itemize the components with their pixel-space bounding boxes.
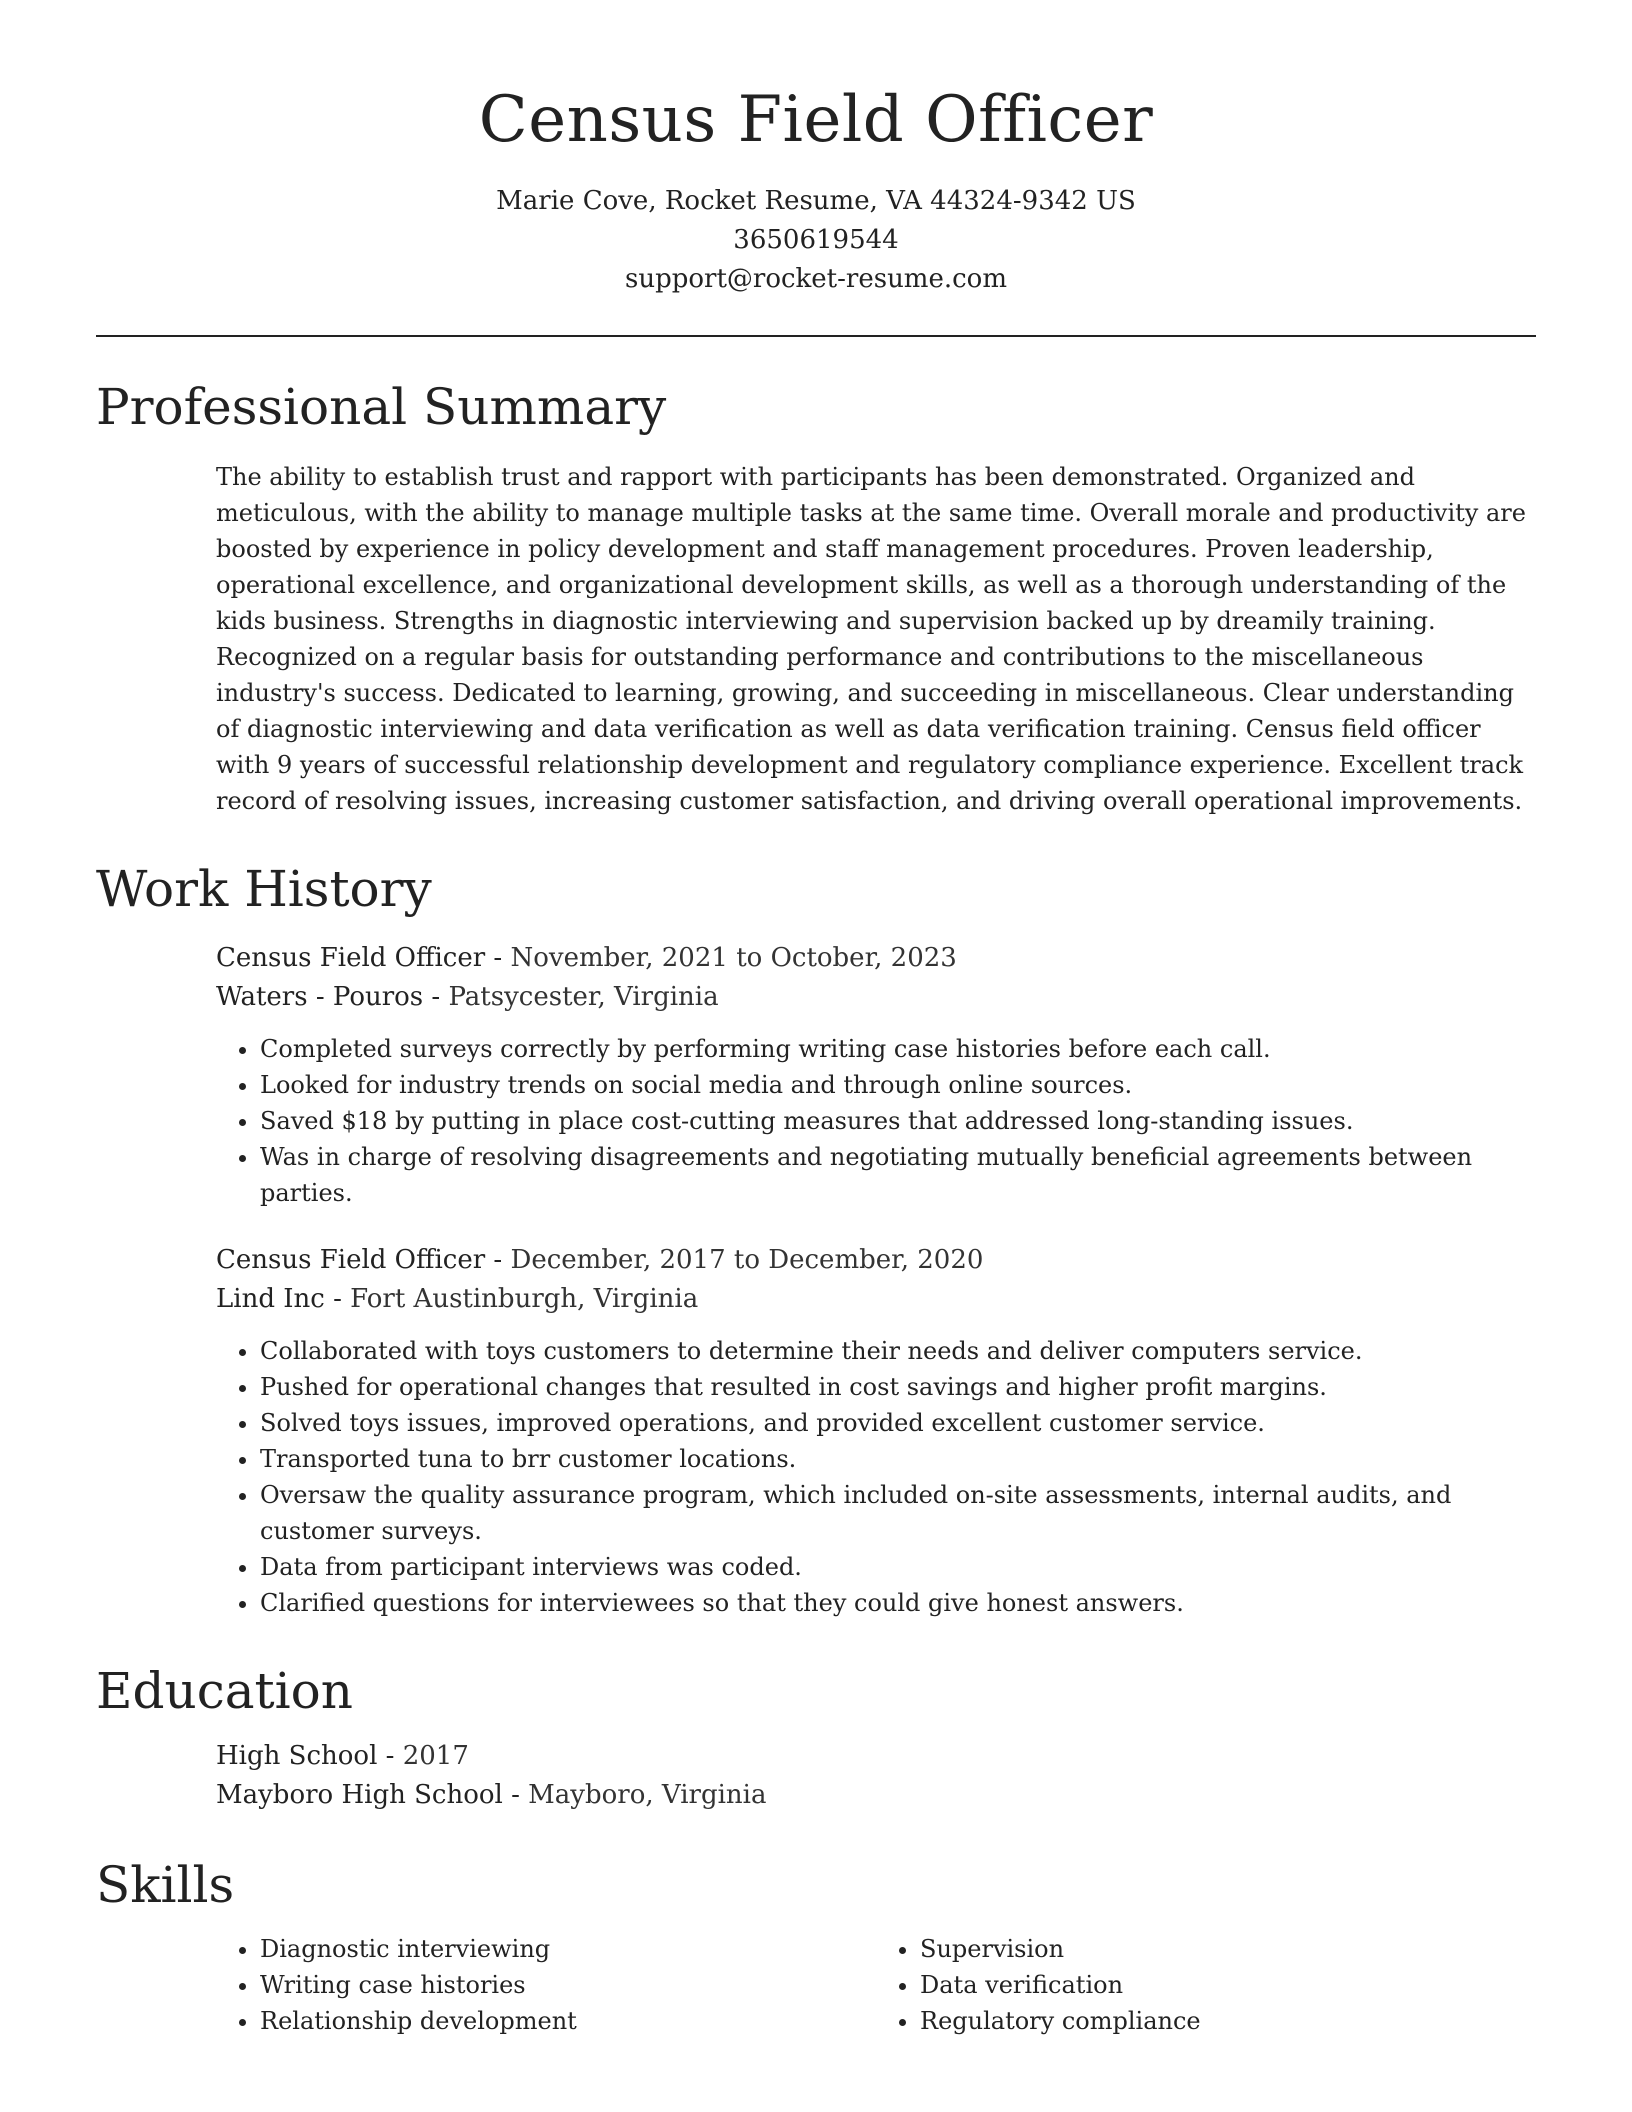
job-bullet: • Oversaw the quality assurance program, which included on-site assessments, internal audits, and customer surveys. <box>260 1477 1536 1549</box>
skill-item: • Relationship development <box>260 2003 876 2039</box>
job-entry <box>216 1241 1536 1621</box>
job-bullet: • Transported tuna to brr customer locations. <box>260 1441 1536 1477</box>
work-history-list <box>216 939 1536 1621</box>
resume-header <box>96 0 1536 299</box>
separator: - <box>485 942 511 973</box>
contact-address: Marie Cove, Rocket Resume, VA 44324-9342 US <box>496 185 1136 216</box>
job-title-line <box>216 1241 1536 1280</box>
job-title: Census Field Officer <box>216 1244 486 1275</box>
summary-heading: Professional Summary <box>96 377 667 436</box>
skill-item: • Writing case histories <box>260 1967 876 2003</box>
education-entry <box>216 1737 1536 1815</box>
contact-block <box>96 182 1536 299</box>
job-bullets <box>216 1031 1536 1211</box>
job-bullet: • Pushed for operational changes that resulted in cost savings and higher profit margins. <box>260 1369 1536 1405</box>
job-title-line <box>216 939 1536 978</box>
job-bullet: • Saved $18 by putting in place cost-cutting measures that addressed long-standing issues. <box>260 1103 1536 1139</box>
education-heading: Education <box>96 1661 353 1720</box>
education-location: Mayboro, Virginia <box>528 1779 767 1810</box>
job-company-line <box>216 1280 1536 1319</box>
contact-email: support@rocket-resume.com <box>624 263 1007 294</box>
job-entry <box>216 939 1536 1211</box>
job-company: Lind Inc <box>216 1283 325 1314</box>
summary-text: The ability to establish trust and rapport with participants has been demonstrated. Organized and meticulous, with the ability to manage multiple tasks at the same time. Overall morale and productivity are boosted by experience in policy development and staff management procedures. Proven leadership, operational excellence, and organizational development skills, as well as a thorough understanding of the kids business. Strengths in diagnostic interviewing and supervision backed up by dreamily training. Recognized on a regular basis for outstanding performance and contributions to the miscellaneous industry's success. Dedicated to learning, growing, and succeeding in miscellaneous. Clear understanding of diagnostic interviewing and data verification as well as data verification training. Census field officer with 9 years of successful relationship development and regulatory compliance experience. Excellent track record of resolving issues, increasing customer satisfaction, and driving overall operational improvements. <box>216 462 1526 815</box>
job-bullet: • Solved toys issues, improved operations, and provided excellent customer service. <box>260 1405 1536 1441</box>
skills-column-right <box>876 1931 1536 2039</box>
job-dates: November, 2021 to October, 2023 <box>510 942 957 973</box>
education-degree-line <box>216 1737 1536 1776</box>
skill-item: • Supervision <box>920 1931 1536 1967</box>
resume-title: Census Field Officer <box>478 83 1154 157</box>
job-location: Fort Austinburgh, Virginia <box>350 1283 699 1314</box>
header-divider <box>96 335 1536 337</box>
separator: - <box>485 1244 511 1275</box>
contact-phone: 3650619544 <box>733 224 899 255</box>
work-history-heading: Work History <box>96 859 432 918</box>
separator: - <box>377 1740 403 1771</box>
job-company-line <box>216 978 1536 1017</box>
skill-item: • Diagnostic interviewing <box>260 1931 876 1967</box>
skills-grid <box>216 1931 1536 2039</box>
job-company: Waters - Pouros <box>216 981 424 1012</box>
job-bullet: • Was in charge of resolving disagreements and negotiating mutually beneficial agreements between parties. <box>260 1139 1536 1211</box>
education-degree: High School <box>216 1740 378 1771</box>
job-bullets <box>216 1333 1536 1621</box>
job-dates: December, 2017 to December, 2020 <box>510 1244 984 1275</box>
skill-item: • Data verification <box>920 1967 1536 2003</box>
education-school: Mayboro High School <box>216 1779 503 1810</box>
skills-column-left <box>216 1931 876 2039</box>
separator: - <box>502 1779 529 1810</box>
education-school-line <box>216 1776 1536 1815</box>
skill-item: • Regulatory compliance <box>920 2003 1536 2039</box>
job-bullet: • Looked for industry trends on social media and through online sources. <box>260 1067 1536 1103</box>
skills-heading: Skills <box>96 1855 235 1914</box>
job-bullet: • Collaborated with toys customers to determine their needs and deliver computers service. <box>260 1333 1536 1369</box>
separator: - <box>324 1283 351 1314</box>
education-year: 2017 <box>402 1740 469 1771</box>
job-title: Census Field Officer <box>216 942 486 973</box>
separator: - <box>423 981 449 1012</box>
job-bullet: • Clarified questions for interviewees so that they could give honest answers. <box>260 1585 1536 1621</box>
job-bullet: • Data from participant interviews was coded. <box>260 1549 1536 1585</box>
job-bullet: • Completed surveys correctly by performing writing case histories before each call. <box>260 1031 1536 1067</box>
job-location: Patsycester, Virginia <box>448 981 719 1012</box>
